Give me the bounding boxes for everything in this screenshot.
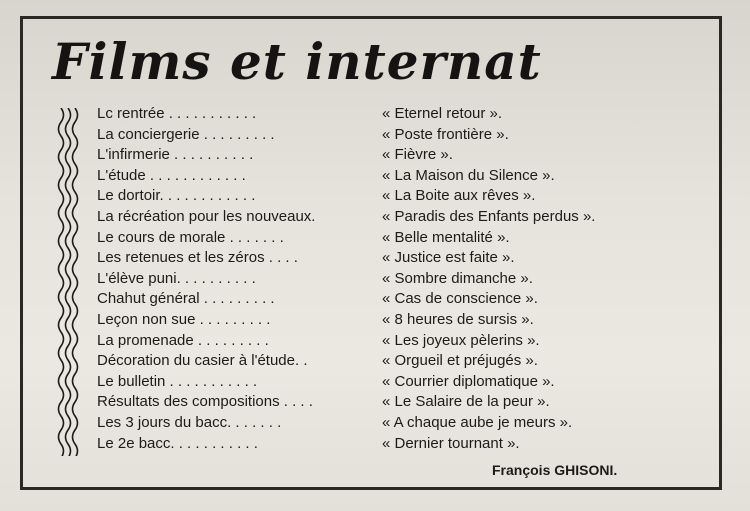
list-item [97,372,687,393]
school-topic: Le cours de morale . . . . . . . [97,228,284,246]
school-topic: La conciergerie . . . . . . . . . [97,125,275,143]
list-item [97,248,687,269]
list-item [97,392,687,413]
school-topic: Le 2e bacc. . . . . . . . . . . [97,434,258,452]
author-signature: François GHISONI. [492,462,618,478]
school-topic: Chahut général . . . . . . . . . [97,290,275,308]
school-topic: Le bulletin . . . . . . . . . . . [97,372,258,390]
film-title: « La Boite aux rêves ». [382,187,536,205]
school-topic: Les 3 jours du bacc. . . . . . . [97,413,282,431]
school-topic: L'étude . . . . . . . . . . . . [97,166,246,184]
list-item [97,351,687,372]
film-title: « Les joyeux pèlerins ». [382,331,540,349]
list-item [97,104,687,125]
list-item [97,166,687,187]
school-topic: L'élève puni. . . . . . . . . . [97,269,256,287]
school-topic: Le dortoir. . . . . . . . . . . . [97,187,256,205]
film-list [97,104,687,456]
film-title: « Orgueil et préjugés ». [382,352,538,370]
film-title: « Courrier diplomatique ». [382,372,555,390]
school-topic: La récréation pour les nouveaux. [97,207,316,225]
list-item [97,310,687,331]
list-item [97,413,687,434]
article-title: Films et internat [52,32,542,91]
school-topic: Décoration du casier à l'étude. . [97,352,308,370]
list-item [97,331,687,352]
school-topic: Lc rentrée . . . . . . . . . . . [97,105,257,122]
list-item [97,207,687,228]
list-item [97,434,687,455]
school-topic: L'infirmerie . . . . . . . . . . [97,146,254,164]
school-topic: Résultats des compositions . . . . [97,393,313,411]
list-item [97,186,687,207]
list-item [97,145,687,166]
list-item [97,228,687,249]
list-item [97,289,687,310]
list-item [97,125,687,146]
film-title: « Sombre dimanche ». [382,269,533,287]
film-title: « Le Salaire de la peur ». [382,393,550,411]
list-item [97,269,687,290]
film-title: « Dernier tournant ». [382,434,520,452]
film-title: « Cas de conscience ». [382,290,538,308]
film-title: « Eternel retour ». [382,105,503,122]
school-topic: Leçon non sue . . . . . . . . . [97,310,271,328]
film-title: « Belle mentalité ». [382,228,510,246]
film-title: « Fièvre ». [382,146,453,164]
school-topic: La promenade . . . . . . . . . [97,331,269,349]
film-title: « Justice est faite ». [382,249,515,267]
film-title: « Poste frontière ». [382,125,509,143]
film-title: « 8 heures de sursis ». [382,310,534,328]
film-title: « La Maison du Silence ». [382,166,555,184]
film-title: « A chaque aube je meurs ». [382,413,573,431]
wavy-rule-decoration [56,108,82,456]
school-topic: Les retenues et les zéros . . . . [97,249,298,267]
film-title: « Paradis des Enfants perdus ». [382,207,596,225]
